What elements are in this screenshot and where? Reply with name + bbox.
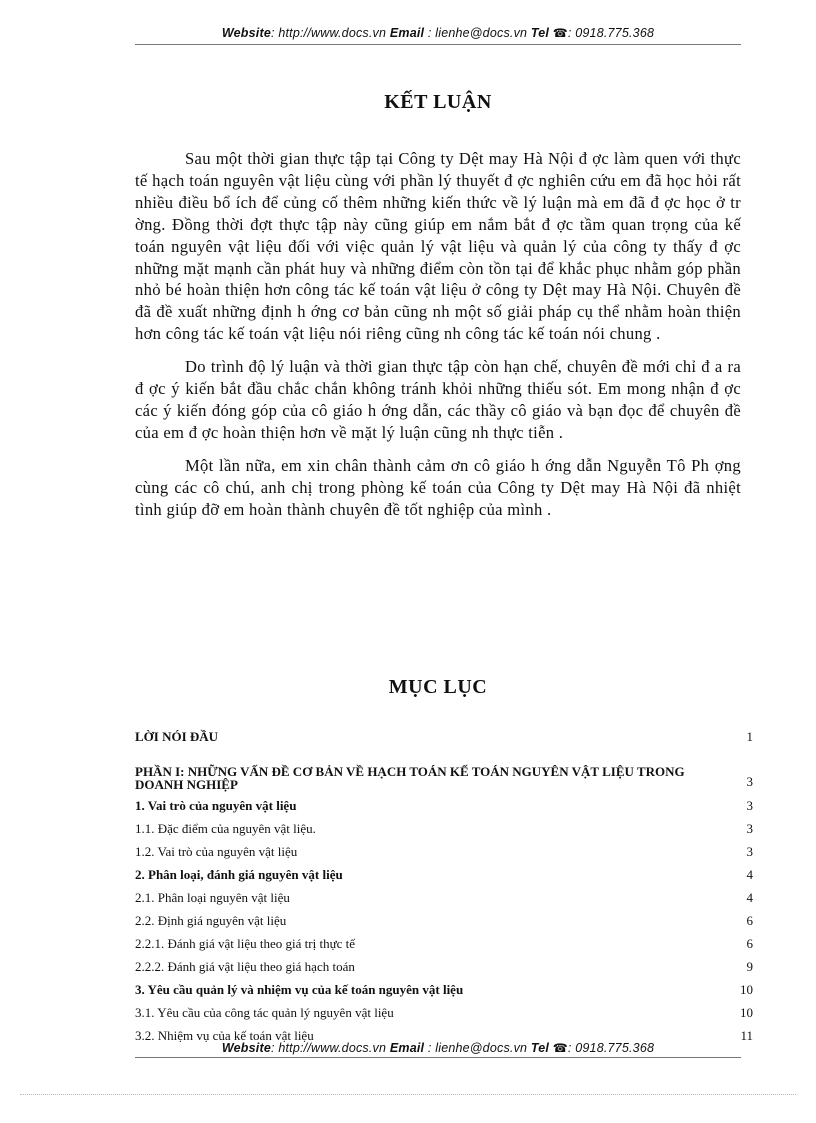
website-label: Website	[221, 1041, 271, 1055]
conclusion-title: KẾT LUẬN	[384, 91, 492, 113]
toc-entry-page: 4	[746, 867, 753, 882]
toc-entry-page: 3	[746, 798, 753, 813]
tel-value: : 0918.775.368	[567, 26, 655, 40]
toc-entry-label: 1.1. Đặc điểm của nguyên vật liệu.	[135, 821, 316, 836]
table-of-contents	[135, 727, 753, 1044]
phone-icon: ☎	[552, 26, 568, 40]
toc-entry-page: 3	[746, 774, 753, 789]
conclusion-paragraph: Một lần nữa, em xin chân thành cảm ơn cô giáo h ớng dẫn Nguyễn Tô Ph ợng cùng các cô chú, anh chị trong phòng kế toán của Công ty Dệt may Hà Nội đã nhiệt tình giúp đỡ em hoàn thành chuyên đề tốt nghiệp của mình .	[135, 455, 741, 519]
email-label: Email	[389, 26, 425, 40]
toc-entry-label: 3.1. Yêu cầu của công tác quản lý nguyên vật liệu	[135, 1005, 394, 1020]
toc-entry-page: 6	[746, 936, 753, 951]
toc-entry-label: 2.2.2. Đánh giá vật liệu theo giá hạch toán	[135, 959, 355, 974]
toc-entry	[135, 860, 753, 883]
toc-entry-page: 10	[740, 1005, 753, 1020]
toc-entry-label: 1.2. Vai trò của nguyên vật liệu	[135, 844, 298, 859]
page-footer	[135, 1041, 741, 1058]
toc-entry-label: 2. Phân loại, đánh giá nguyên vật liệu	[135, 867, 343, 882]
phone-icon: ☎	[552, 1041, 568, 1055]
toc-entry	[135, 975, 753, 998]
toc-entry-page: 6	[746, 913, 753, 928]
website-label: Website	[221, 26, 271, 40]
toc-entry	[135, 952, 753, 975]
toc-entry-page: 10	[740, 982, 753, 997]
email-value: : lienhe@docs.vn	[427, 1041, 528, 1055]
email-label: Email	[389, 1041, 425, 1055]
toc-entry-label: 2.2. Định giá nguyên vật liệu	[135, 913, 287, 928]
email-value: : lienhe@docs.vn	[427, 26, 528, 40]
toc-entry-label: 3.2. Nhiệm vụ của kế toán vật liệu	[135, 1028, 314, 1043]
conclusion-paragraph: Sau một thời gian thực tập tại Công ty Dệt may Hà Nội đ ợc làm quen với thực tế hạch toán nguyên vật liệu cùng với phần lý thuyết đ ợc nghiên cứu em đã học hỏi rất nhiều điều bổ ích để củng cố thêm những kiến thức về lý luận mà em đã đ ợc học ở tr ờng. Đồng thời đợt thực tập này cũng giúp em nắm bắt đ ợc tầm quan trọng của kế toán nguyên vật liệu đối với việc quản lý vật liệu và quản lý của công ty thấy đ ợc những mặt mạnh cần phát huy và những điểm còn tồn tại để khắc phục nhằm góp phần nhỏ bé hoàn thiện hơn công tác kế toán vật liệu ở công ty Dệt may Hà Nội. Chuyên đề đã đề xuất những định h ớng cơ bản cũng nh một số giải pháp cụ thể nhằm hoàn thiện hơn công tác kế toán vật liệu nói riêng cũng nh công tác kế toán nói chung .	[135, 149, 741, 344]
toc-entry	[135, 791, 753, 814]
page-edge-divider	[20, 1094, 796, 1095]
toc-entry-page: 3	[746, 821, 753, 836]
website-value: : http://www.docs.vn	[270, 26, 387, 40]
toc-entry-label: 2.1. Phân loại nguyên vật liệu	[135, 890, 290, 905]
tel-label: Tel	[530, 1041, 550, 1055]
toc-entry	[135, 906, 753, 929]
toc-entry-page: 9	[746, 959, 753, 974]
tel-value: : 0918.775.368	[567, 1041, 655, 1055]
toc-entry	[135, 745, 753, 791]
toc-entry-label: 2.2.1. Đánh giá vật liệu theo giá trị thực tế	[135, 936, 356, 951]
toc-entry-label: LỜI NÓI ĐẦU	[135, 729, 219, 744]
toc-entry-page: 3	[746, 844, 753, 859]
toc-title: MỤC LỤC	[388, 676, 488, 698]
toc-entry	[135, 998, 753, 1021]
toc-entry-page: 11	[740, 1028, 753, 1043]
toc-entry-label: 3. Yêu cầu quản lý và nhiệm vụ của kế toán nguyên vật liệu	[135, 982, 464, 997]
toc-entry	[135, 837, 753, 860]
toc-entry	[135, 883, 753, 906]
page-header	[135, 26, 741, 45]
toc-entry-page: 4	[746, 890, 753, 905]
toc-entry	[135, 727, 753, 745]
conclusion-paragraph: Do trình độ lý luận và thời gian thực tập còn hạn chế, chuyên đề mới chỉ đ a ra đ ợc ý kiến bắt đầu chắc chắn không tránh khỏi những thiếu sót. Em mong nhận đ ợc các ý kiến đóng góp của cô giáo h ớng dẫn, các thầy cô giáo và bạn đọc để chuyên đề của em đ ợc hoàn thiện hơn về mặt lý luận cũng nh thực tiễn .	[135, 357, 741, 442]
conclusion-body	[135, 148, 741, 532]
toc-entry-label: 1. Vai trò của nguyên vật liệu	[135, 798, 297, 813]
toc-entry	[135, 814, 753, 837]
toc-entry-page: 1	[746, 729, 753, 744]
toc-entry-label: PHẦN I: NHỮNG VẤN ĐỀ CƠ BẢN VỀ HẠCH TOÁN KẾ TOÁN NGUYÊN VẬT LIỆU TRONG DOANH NGHIỆP	[135, 764, 685, 792]
tel-label: Tel	[530, 26, 550, 40]
website-value: : http://www.docs.vn	[270, 1041, 387, 1055]
toc-entry	[135, 929, 753, 952]
